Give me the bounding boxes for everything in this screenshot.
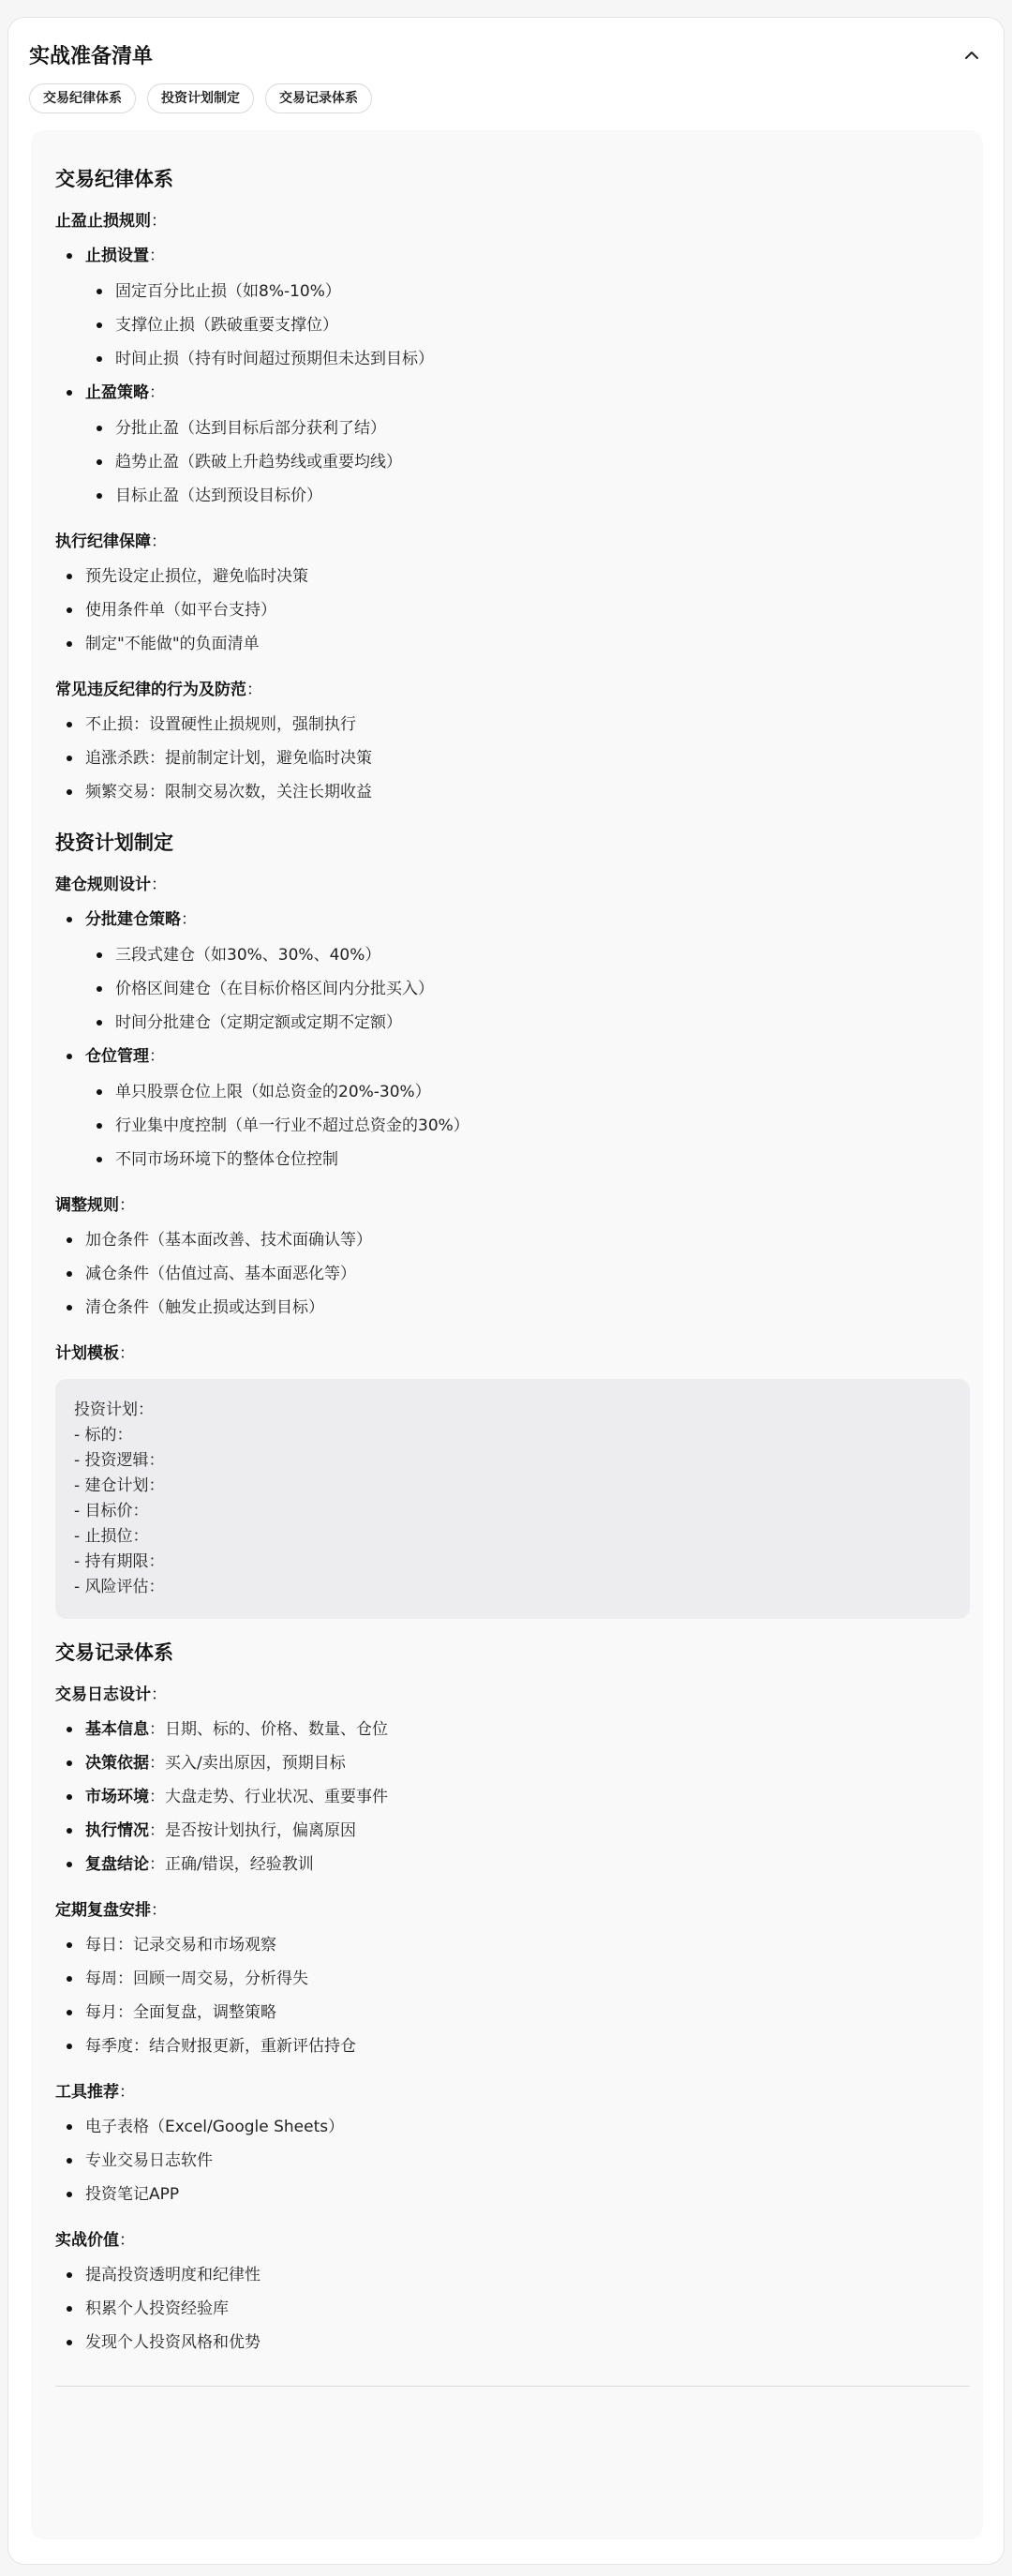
- list-item-text: 是否按计划执行，偏离原因: [165, 1821, 356, 1840]
- list-item-label: 仓位管理: [85, 1047, 149, 1066]
- code-line: - 标的：: [74, 1426, 133, 1445]
- subsection-title-text: 实战价值: [55, 2231, 119, 2250]
- subsection-title-text: 执行纪律保障: [55, 532, 151, 551]
- list-item-text: 使用条件单（如平台支持）: [85, 601, 276, 620]
- subsection-title: [55, 2228, 970, 2253]
- list-item: [55, 1713, 970, 1746]
- subsection-title: [55, 678, 970, 702]
- content-body: [55, 166, 970, 2387]
- subsection-title-text: 定期复盘安排: [55, 1901, 151, 1920]
- list-item-text: 频繁交易：限制交易次数，关注长期收益: [85, 783, 372, 801]
- list-item: [55, 2326, 970, 2359]
- section-heading: 交易记录体系: [55, 1641, 173, 1664]
- colon: ：: [149, 1754, 165, 1773]
- subsection-title-text: 建仓规则设计: [55, 876, 151, 894]
- tag-trading-record[interactable]: 交易记录体系: [265, 83, 372, 113]
- list-item: [55, 708, 970, 741]
- nested-list: [85, 275, 970, 376]
- bullet-list: [55, 560, 970, 661]
- list-item-text: 制定"不能做"的负面清单: [85, 635, 260, 653]
- list-item-label: 市场环境: [85, 1788, 149, 1806]
- subsection-title-text: 工具推荐: [55, 2083, 119, 2102]
- list-item-text: 每周：回顾一周交易，分析得失: [85, 1969, 308, 1988]
- subsection-title-text: 计划模板: [55, 1344, 119, 1363]
- subsection-title-text: 调整规则: [55, 1196, 119, 1215]
- list-item: [55, 1962, 970, 1996]
- bullet-list: [55, 1223, 970, 1325]
- list-item-text: 大盘走势、行业状况、重要事件: [165, 1788, 388, 1806]
- list-item: [55, 775, 970, 809]
- colon: ：: [149, 1855, 165, 1874]
- list-item-label: 决策依据: [85, 1754, 149, 1773]
- list-item: [55, 1814, 970, 1848]
- nested-list-item: 行业集中度控制（单一行业不超过总资金的30%）: [85, 1109, 970, 1143]
- nested-list-item: 趋势止盈（跌破上升趋势线或重要均线）: [85, 445, 970, 479]
- list-item-text: 专业交易日志软件: [85, 2151, 213, 2170]
- list-item-label: 执行情况: [85, 1821, 149, 1840]
- section-heading: 投资计划制定: [55, 831, 173, 854]
- colon: ：: [151, 532, 167, 551]
- list-item: [55, 1996, 970, 2029]
- subsection-title: [55, 530, 970, 554]
- subsection-title: [55, 1683, 970, 1707]
- colon: ：: [149, 1788, 165, 1806]
- bullet-list: [55, 2258, 970, 2359]
- list-item: [55, 627, 970, 661]
- list-item-label: 止损设置: [85, 247, 149, 265]
- nested-list-item: 固定百分比止损（如8%-10%）: [85, 275, 970, 308]
- list-item: [55, 2178, 970, 2211]
- section-heading: 交易纪律体系: [55, 168, 173, 190]
- code-line: - 风险评估：: [74, 1578, 165, 1596]
- bullet-list: [55, 708, 970, 809]
- nested-list-item: 支撑位止损（跌破重要支撑位）: [85, 308, 970, 342]
- nested-list-item: 单只股票仓位上限（如总资金的20%-30%）: [85, 1075, 970, 1109]
- code-line: - 建仓计划：: [74, 1476, 165, 1495]
- list-item: [55, 741, 970, 775]
- colon: ：: [119, 1344, 135, 1363]
- tag-trading-discipline[interactable]: 交易纪律体系: [29, 83, 136, 113]
- colon: ：: [181, 910, 197, 929]
- list-item-text: 不止损：设置硬性止损规则，强制执行: [85, 715, 356, 734]
- subsection-title: [55, 873, 970, 897]
- list-item: [55, 1291, 970, 1325]
- list-item-text: 减仓条件（估值过高、基本面恶化等）: [85, 1265, 356, 1283]
- code-line: - 目标价：: [74, 1502, 149, 1520]
- list-item: [55, 1223, 970, 1257]
- list-item: [55, 239, 970, 376]
- list-item: [55, 1040, 970, 1176]
- code-line: - 止损位：: [74, 1527, 149, 1546]
- nested-list: [85, 938, 970, 1040]
- list-item-text: 每日：记录交易和市场观察: [85, 1936, 276, 1954]
- list-item: [55, 376, 970, 513]
- subsection-title: [55, 1193, 970, 1218]
- nested-list-item: 价格区间建仓（在目标价格区间内分批买入）: [85, 972, 970, 1006]
- list-item-text: 每季度：结合财报更新，重新评估持仓: [85, 2037, 356, 2056]
- list-item: [55, 1257, 970, 1291]
- list-item: [55, 1780, 970, 1814]
- list-item: [55, 2258, 970, 2292]
- colon: ：: [149, 1720, 165, 1739]
- subsection-title: [55, 209, 970, 233]
- nested-list-item: 分批止盈（达到目标后部分获利了结）: [85, 412, 970, 445]
- content-panel: [31, 130, 983, 2539]
- bullet-list: [55, 239, 970, 513]
- list-item: [55, 560, 970, 593]
- list-item: [55, 2292, 970, 2326]
- list-item-text: 电子表格（Excel/Google Sheets）: [85, 2118, 345, 2136]
- list-item: [55, 1848, 970, 1881]
- list-item-label: 复盘结论: [85, 1855, 149, 1874]
- colon: ：: [119, 1196, 135, 1215]
- colon: ：: [151, 1901, 167, 1920]
- colon: ：: [119, 2083, 135, 2102]
- list-item-text: 预先设定止损位，避免临时决策: [85, 567, 308, 586]
- list-item: [55, 903, 970, 1040]
- list-item-text: 每月：全面复盘，调整策略: [85, 2003, 276, 2022]
- list-item-text: 加仓条件（基本面改善、技术面确认等）: [85, 1231, 372, 1250]
- list-item-text: 投资笔记APP: [85, 2185, 180, 2204]
- card-title: 实战准备清单: [29, 45, 154, 68]
- list-item-text: 发现个人投资风格和优势: [85, 2333, 260, 2352]
- colon: ：: [149, 383, 165, 402]
- nested-list: [85, 1075, 970, 1176]
- tag-list: [29, 83, 372, 113]
- plan-template-code: [55, 1379, 970, 1619]
- tag-investment-plan[interactable]: 投资计划制定: [147, 83, 254, 113]
- colon: ：: [149, 1047, 165, 1066]
- colon: ：: [246, 681, 262, 699]
- nested-list-item: 不同市场环境下的整体仓位控制: [85, 1143, 970, 1176]
- nested-list-item: 时间止损（持有时间超过预期但未达到目标）: [85, 342, 970, 376]
- nested-list: [85, 412, 970, 513]
- list-item-text: 提高投资透明度和纪律性: [85, 2266, 260, 2284]
- bullet-list: [55, 903, 970, 1176]
- list-item-label: 分批建仓策略: [85, 910, 181, 929]
- subsection-title: [55, 1341, 970, 1366]
- bullet-list: [55, 1928, 970, 2063]
- list-item-label: 止盈策略: [85, 383, 149, 402]
- subsection-title-text: 常见违反纪律的行为及防范: [55, 681, 246, 699]
- list-item-text: 正确/错误，经验教训: [165, 1855, 314, 1874]
- colon: ：: [149, 1821, 165, 1840]
- list-item-text: 买入/卖出原因，预期目标: [165, 1754, 346, 1773]
- list-item: [55, 2144, 970, 2178]
- code-line: - 持有期限：: [74, 1552, 165, 1571]
- list-item-text: 日期、标的、价格、数量、仓位: [165, 1720, 388, 1739]
- list-item: [55, 1746, 970, 1780]
- colon: ：: [151, 1685, 167, 1704]
- list-item: [55, 2110, 970, 2144]
- bullet-list: [55, 2110, 970, 2211]
- colon: ：: [151, 876, 167, 894]
- subsection-title-text: 交易日志设计: [55, 1685, 151, 1704]
- checklist-card: [7, 17, 1005, 2565]
- list-item-text: 追涨杀跌：提前制定计划，避免临时决策: [85, 749, 372, 768]
- divider: [55, 2386, 970, 2387]
- subsection-title: [55, 2080, 970, 2104]
- chevron-up-icon[interactable]: [960, 44, 983, 67]
- subsection-title: [55, 1898, 970, 1923]
- nested-list-item: 时间分批建仓（定期定额或定期不定额）: [85, 1006, 970, 1040]
- code-line: 投资计划：: [74, 1400, 154, 1419]
- subsection-title-text: 止盈止损规则: [55, 212, 151, 231]
- code-line: - 投资逻辑：: [74, 1451, 165, 1470]
- list-item: [55, 593, 970, 627]
- list-item: [55, 1928, 970, 1962]
- list-item-label: 基本信息: [85, 1720, 149, 1739]
- bullet-list: [55, 1713, 970, 1881]
- list-item-text: 清仓条件（触发止损或达到目标）: [85, 1298, 324, 1317]
- nested-list-item: 目标止盈（达到预设目标价）: [85, 479, 970, 513]
- colon: ：: [149, 247, 165, 265]
- list-item-text: 积累个人投资经验库: [85, 2299, 229, 2318]
- nested-list-item: 三段式建仓（如30%、30%、40%）: [85, 938, 970, 972]
- colon: ：: [151, 212, 167, 231]
- list-item: [55, 2029, 970, 2063]
- colon: ：: [119, 2231, 135, 2250]
